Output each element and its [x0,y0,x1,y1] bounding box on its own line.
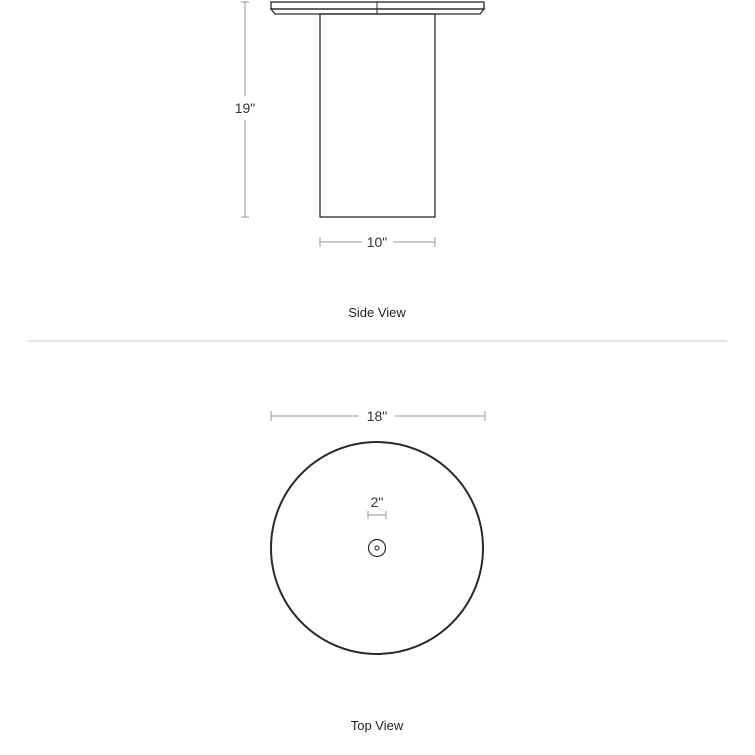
top-diameter-dimension [271,408,485,424]
height-dimension [235,2,256,217]
base-width-dimension [320,234,435,250]
center-hole-inner [375,546,379,550]
top-view [271,408,485,733]
side-view-caption: Side View [348,305,406,320]
side-view-tabletop [271,2,484,14]
side-view-pedestal [320,14,435,217]
hole-label: 2" [370,494,384,510]
hole-dimension [368,494,386,519]
height-label: 19" [234,100,256,116]
top-diameter-label: 18" [366,408,388,424]
base-width-label: 10" [366,234,388,250]
top-view-caption: Top View [350,718,404,733]
side-view [235,2,484,320]
center-hole-outer [369,540,386,557]
top-view-tabletop-circle [271,442,483,654]
